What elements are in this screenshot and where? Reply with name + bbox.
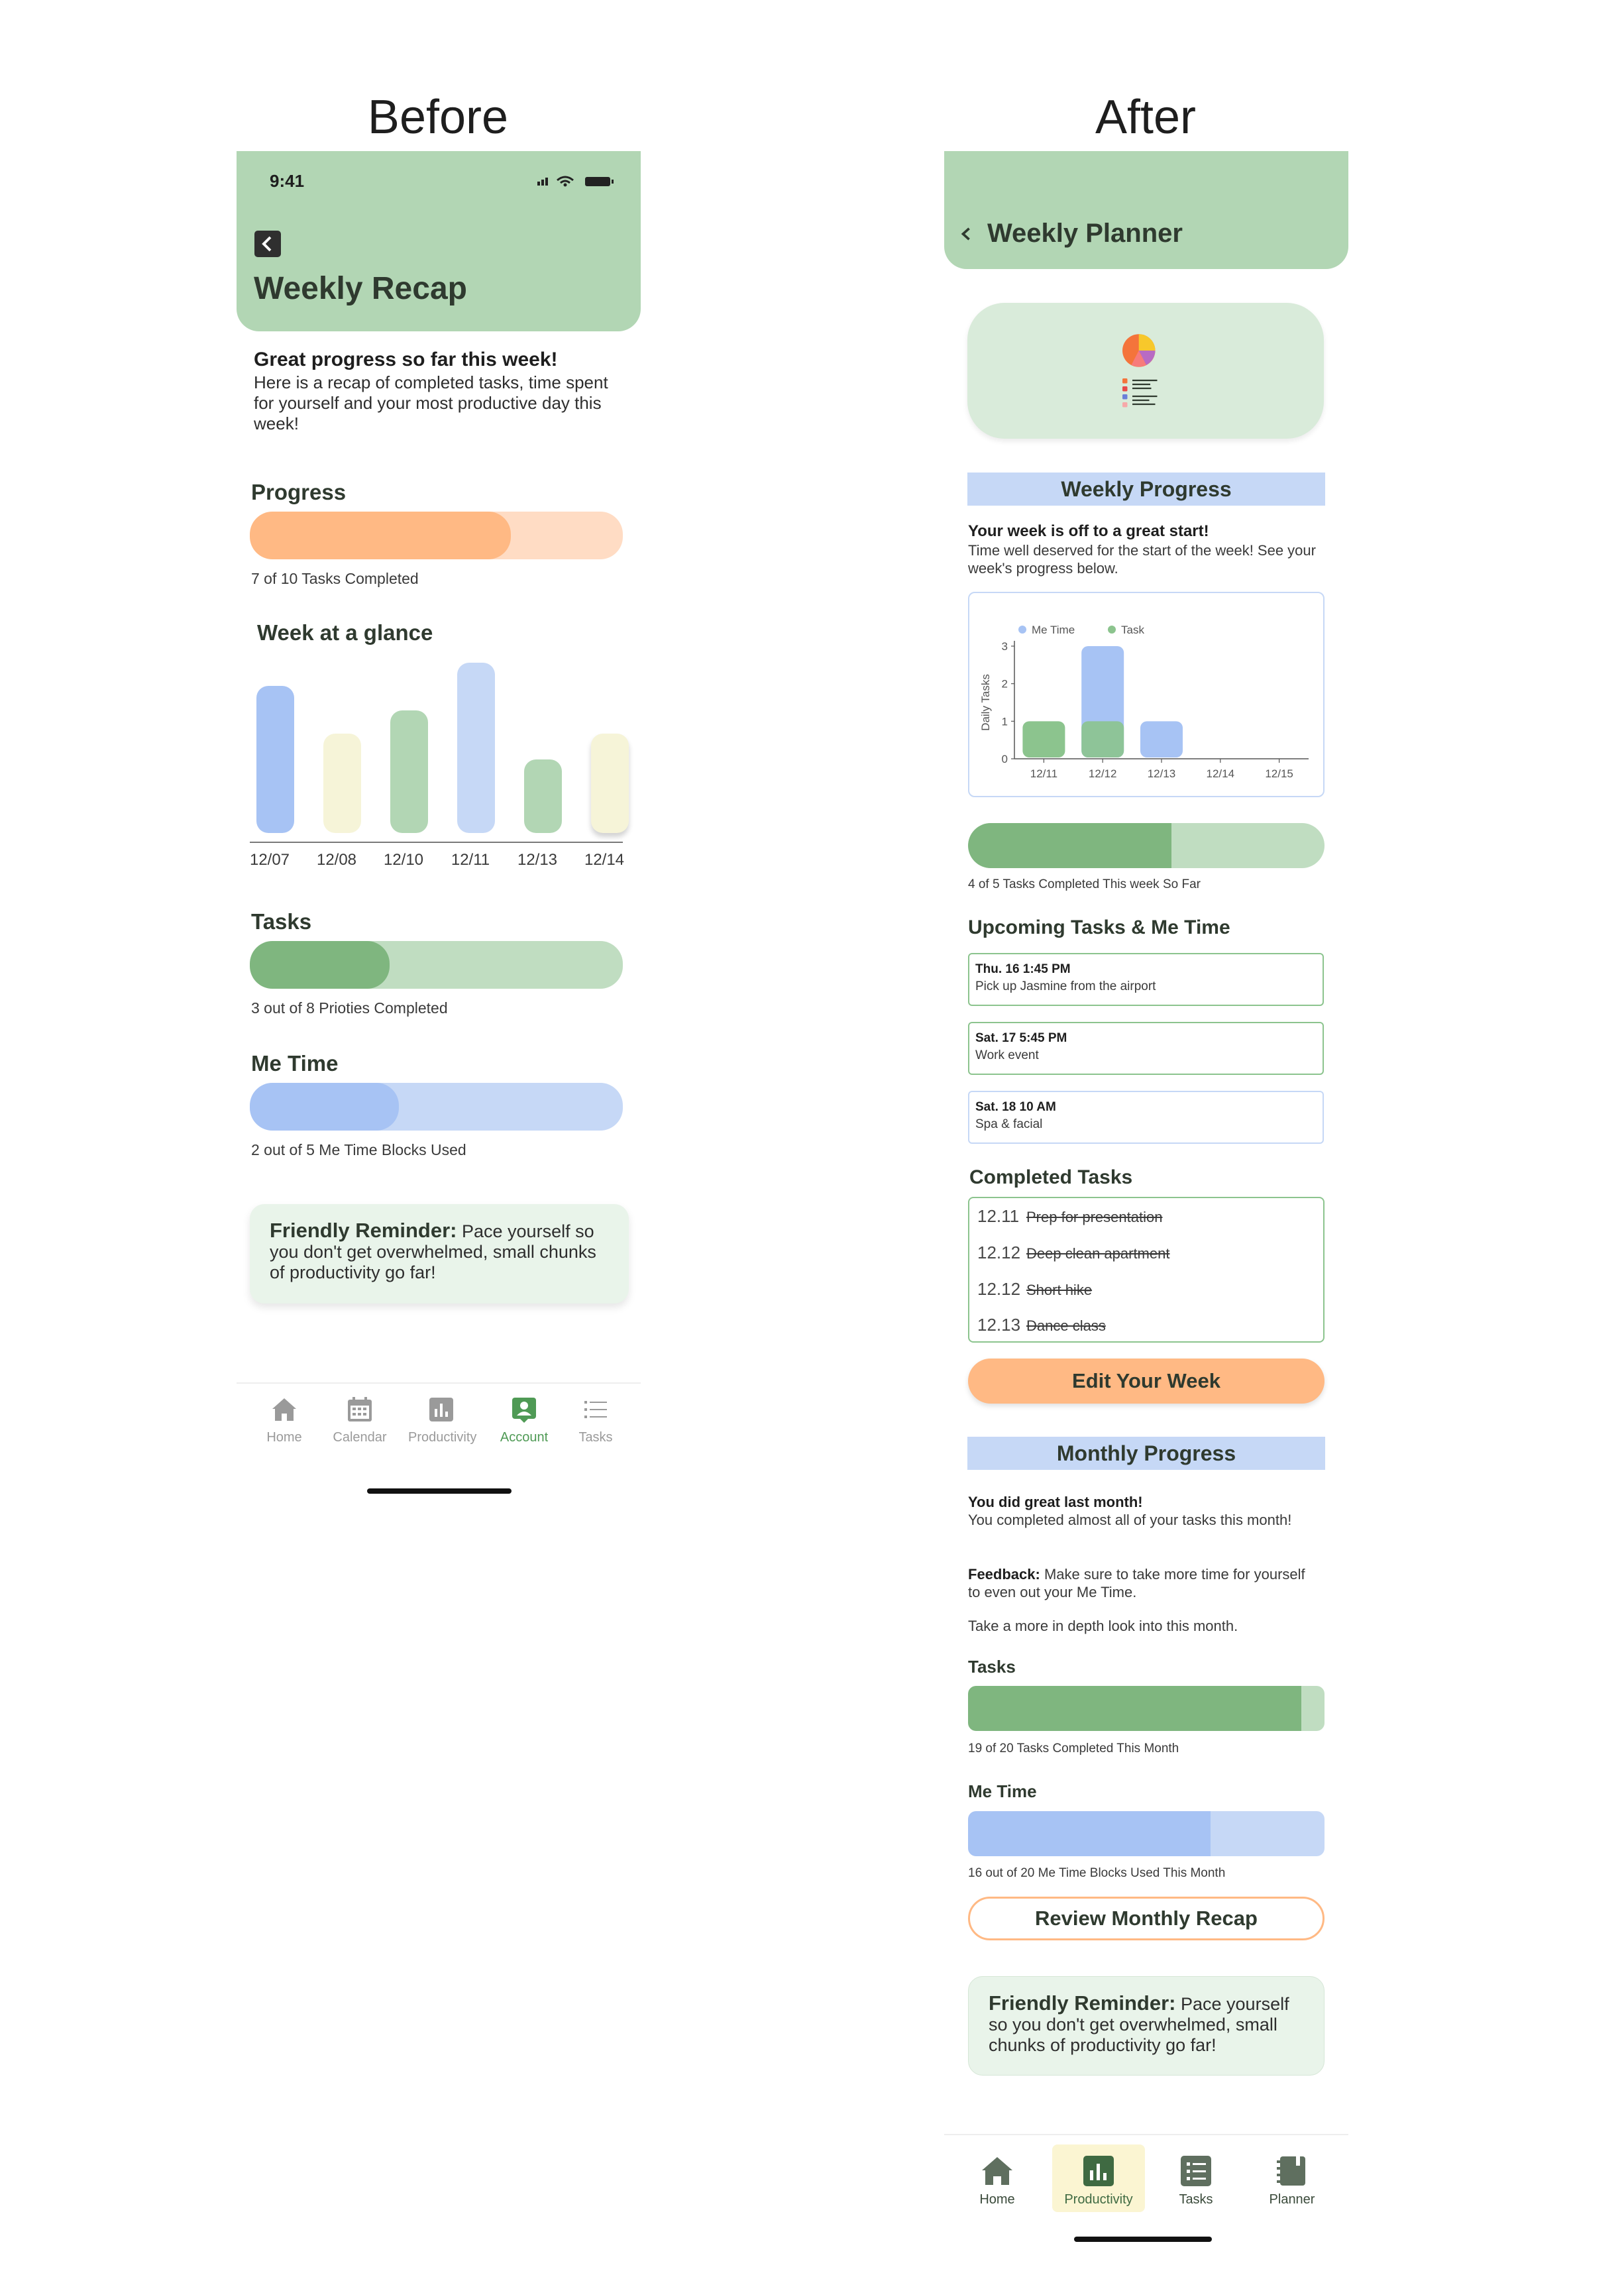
completed-row (977, 1206, 1162, 1227)
progress-fill (250, 512, 511, 559)
week-date-label: 12/10 (383, 851, 424, 869)
week-glance-title: Week at a glance (257, 620, 433, 645)
monthly-heading: You did great last month! (968, 1494, 1143, 1510)
metime-label: Me Time (251, 1051, 339, 1076)
tab-label: Planner (1269, 2192, 1315, 2207)
after-heading: After (1095, 91, 1197, 144)
completed-row (977, 1243, 1169, 1263)
after-header (944, 151, 1348, 269)
week-bar-1211 (457, 663, 495, 833)
week-date-label: 12/11 (451, 851, 490, 869)
daily-tasks-chart-svg (969, 593, 1323, 796)
page-title: Weekly Planner (987, 219, 1183, 248)
monthly-text: You completed almost all of your tasks this month! (968, 1512, 1292, 1528)
tasks-label: Tasks (251, 909, 312, 934)
week-date-label: 12/14 (584, 851, 625, 869)
upcoming-text: Pick up Jasmine from the airport (975, 979, 1156, 993)
completed-title: Completed Tasks (969, 1166, 1133, 1188)
home-indicator (367, 1488, 512, 1494)
progress-label: Progress (251, 480, 347, 504)
home-indicator (1074, 2237, 1212, 2242)
tasks-fill (250, 941, 390, 989)
tab-tasks[interactable] (1150, 2144, 1242, 2212)
friendly-reminder (968, 1976, 1325, 2076)
upcoming-date: Sat. 17 5:45 PM (975, 1031, 1067, 1045)
week-bar-1214 (591, 734, 629, 833)
calendar-icon (346, 1396, 374, 1423)
week-bar-1208 (323, 734, 361, 833)
edit-week-button[interactable]: Edit Your Week (968, 1359, 1325, 1404)
intro-heading: Great progress so far this week! (254, 349, 558, 370)
upcoming-task-card[interactable] (968, 953, 1324, 1006)
weekly-heading: Your week is off to a great start! (968, 522, 1209, 540)
account-icon (510, 1396, 538, 1423)
month-metime-bar (968, 1811, 1325, 1856)
y-tick-label: 3 (1001, 640, 1008, 653)
week-bar-1207 (256, 686, 294, 833)
week-bar-1210 (390, 710, 428, 833)
daily-tasks-chart (968, 592, 1325, 797)
month-tasks-bar (968, 1686, 1325, 1731)
month-metime-label: Me Time (968, 1781, 1037, 1801)
month-tasks-label: Tasks (968, 1657, 1016, 1677)
upcoming-date: Thu. 16 1:45 PM (975, 962, 1071, 976)
home-icon (980, 2154, 1014, 2188)
reminder-text: Pace yourself so you don't get overwhelmed, small chunks of productivity go far! (989, 1994, 1289, 2055)
weekly-progress-band: Weekly Progress (967, 473, 1325, 506)
x-tick-label: 12/13 (1147, 767, 1176, 780)
status-time: 9:41 (270, 171, 305, 191)
week-progress-caption: 4 of 5 Tasks Completed This week So Far (968, 877, 1201, 891)
completed-text: Short hike (1026, 1282, 1093, 1298)
chevron-left-icon (959, 224, 973, 244)
week-date-label: 12/07 (249, 851, 290, 869)
depth-text: Take a more in depth look into this month. (968, 1618, 1238, 1634)
tasks-caption: 3 out of 8 Prioties Completed (251, 999, 448, 1017)
legend-marker (1018, 626, 1026, 634)
legend-label: Me Time (1032, 624, 1075, 636)
bar-task (1081, 721, 1124, 757)
feedback-body: Make sure to take more time for yourself to even out your Me Time. (968, 1566, 1305, 1600)
x-tick-label: 12/15 (1265, 767, 1293, 780)
y-tick-label: 2 (1001, 677, 1008, 691)
list-icon (582, 1396, 610, 1423)
tab-productivity[interactable] (408, 1396, 477, 1445)
upcoming-date: Sat. 18 10 AM (975, 1100, 1056, 1114)
tab-label: Home (979, 2192, 1015, 2207)
tab-label: Productivity (408, 1430, 477, 1445)
progress-bar (250, 512, 623, 559)
list-icon (1179, 2154, 1213, 2188)
tab-label: Account (500, 1430, 549, 1445)
pie-list-illustration (1116, 319, 1176, 425)
bar-task (1022, 721, 1065, 757)
week-chart-baseline (250, 842, 623, 843)
intro-text: Here is a recap of completed tasks, time spent for yourself and your most productive day this week! (254, 372, 608, 433)
completed-text: Deep clean apartment (1026, 1245, 1170, 1262)
week-progress-bar (968, 823, 1325, 868)
monthly-progress-band: Monthly Progress (967, 1437, 1325, 1470)
planner-icon (1275, 2154, 1309, 2188)
weekly-text: Time well deserved for the start of the week! See your week's progress below. (968, 542, 1316, 577)
week-progress-fill (968, 823, 1171, 868)
completed-date: 12.12 (977, 1243, 1021, 1262)
back-button[interactable] (254, 231, 281, 257)
completed-date: 12.11 (977, 1206, 1020, 1226)
completed-row (977, 1279, 1092, 1300)
tab-calendar[interactable] (327, 1396, 393, 1445)
friendly-reminder (250, 1204, 629, 1304)
week-bar-1213 (524, 759, 562, 833)
y-axis-label: Daily Tasks (979, 674, 992, 731)
progress-caption: 7 of 10 Tasks Completed (251, 570, 419, 587)
tasks-bar (250, 941, 623, 989)
feedback-text (968, 1565, 1313, 1601)
completed-tasks-list (968, 1197, 1325, 1343)
tab-label: Tasks (578, 1430, 613, 1445)
tab-planner[interactable] (1246, 2144, 1338, 2212)
tab-label: Calendar (333, 1430, 387, 1445)
month-tasks-caption: 19 of 20 Tasks Completed This Month (968, 1742, 1179, 1755)
month-metime-fill (968, 1811, 1211, 1856)
after-tab-bar (944, 2134, 1348, 2213)
completed-date: 12.12 (977, 1279, 1021, 1299)
month-tasks-fill (968, 1686, 1301, 1731)
x-tick-label: 12/11 (1030, 767, 1058, 780)
tab-tasks[interactable] (563, 1396, 629, 1445)
reminder-text: Pace yourself so you don't get overwhelmed, small chunks of productivity go far! (270, 1221, 596, 1282)
upcoming-metime-card[interactable] (968, 1091, 1324, 1144)
x-tick-label: 12/12 (1088, 767, 1117, 780)
tab-home[interactable] (951, 2144, 1044, 2212)
completed-text: Dance class (1026, 1317, 1106, 1334)
legend-marker (1108, 626, 1116, 634)
completed-date: 12.13 (977, 1315, 1021, 1335)
bar-chart-icon (427, 1396, 455, 1423)
metime-fill (250, 1083, 399, 1131)
before-tab-bar (237, 1382, 641, 1455)
upcoming-text: Work event (975, 1048, 1039, 1062)
week-date-label: 12/08 (316, 851, 357, 869)
x-tick-label: 12/14 (1206, 767, 1235, 780)
metime-caption: 2 out of 5 Me Time Blocks Used (251, 1141, 466, 1158)
legend-label: Task (1121, 624, 1144, 636)
before-heading: Before (367, 91, 509, 144)
month-metime-caption: 16 out of 20 Me Time Blocks Used This Month (968, 1866, 1226, 1880)
planner-hero-card (967, 303, 1324, 439)
feedback-label: Feedback: (968, 1566, 1040, 1583)
home-icon (270, 1396, 298, 1423)
y-tick-label: 1 (1001, 715, 1008, 728)
tab-productivity[interactable] (1052, 2144, 1145, 2212)
back-button[interactable] (959, 224, 973, 250)
y-tick-label: 0 (1001, 753, 1008, 765)
bar-me-time (1140, 721, 1183, 757)
upcoming-task-card[interactable] (968, 1022, 1324, 1075)
tab-label: Productivity (1064, 2192, 1133, 2207)
completed-row (977, 1315, 1106, 1335)
week-date-label: 12/13 (517, 851, 558, 869)
tab-home[interactable] (251, 1396, 317, 1445)
completed-text: Prep for presentation (1026, 1209, 1163, 1225)
page-title: Weekly Recap (254, 271, 467, 306)
reminder-label: Friendly Reminder: (270, 1219, 457, 1242)
chevron-left-icon (254, 231, 281, 257)
upcoming-title: Upcoming Tasks & Me Time (968, 917, 1230, 938)
bar-chart-icon (1081, 2154, 1116, 2188)
upcoming-text: Spa & facial (975, 1117, 1043, 1131)
metime-bar (250, 1083, 623, 1131)
tab-label: Home (266, 1430, 302, 1445)
tab-account[interactable] (491, 1396, 557, 1445)
status-icons (537, 174, 623, 188)
before-header (237, 151, 641, 331)
tab-label: Tasks (1179, 2192, 1213, 2207)
reminder-label: Friendly Reminder: (989, 1991, 1176, 2015)
review-monthly-recap-button[interactable]: Review Monthly Recap (968, 1897, 1325, 1940)
